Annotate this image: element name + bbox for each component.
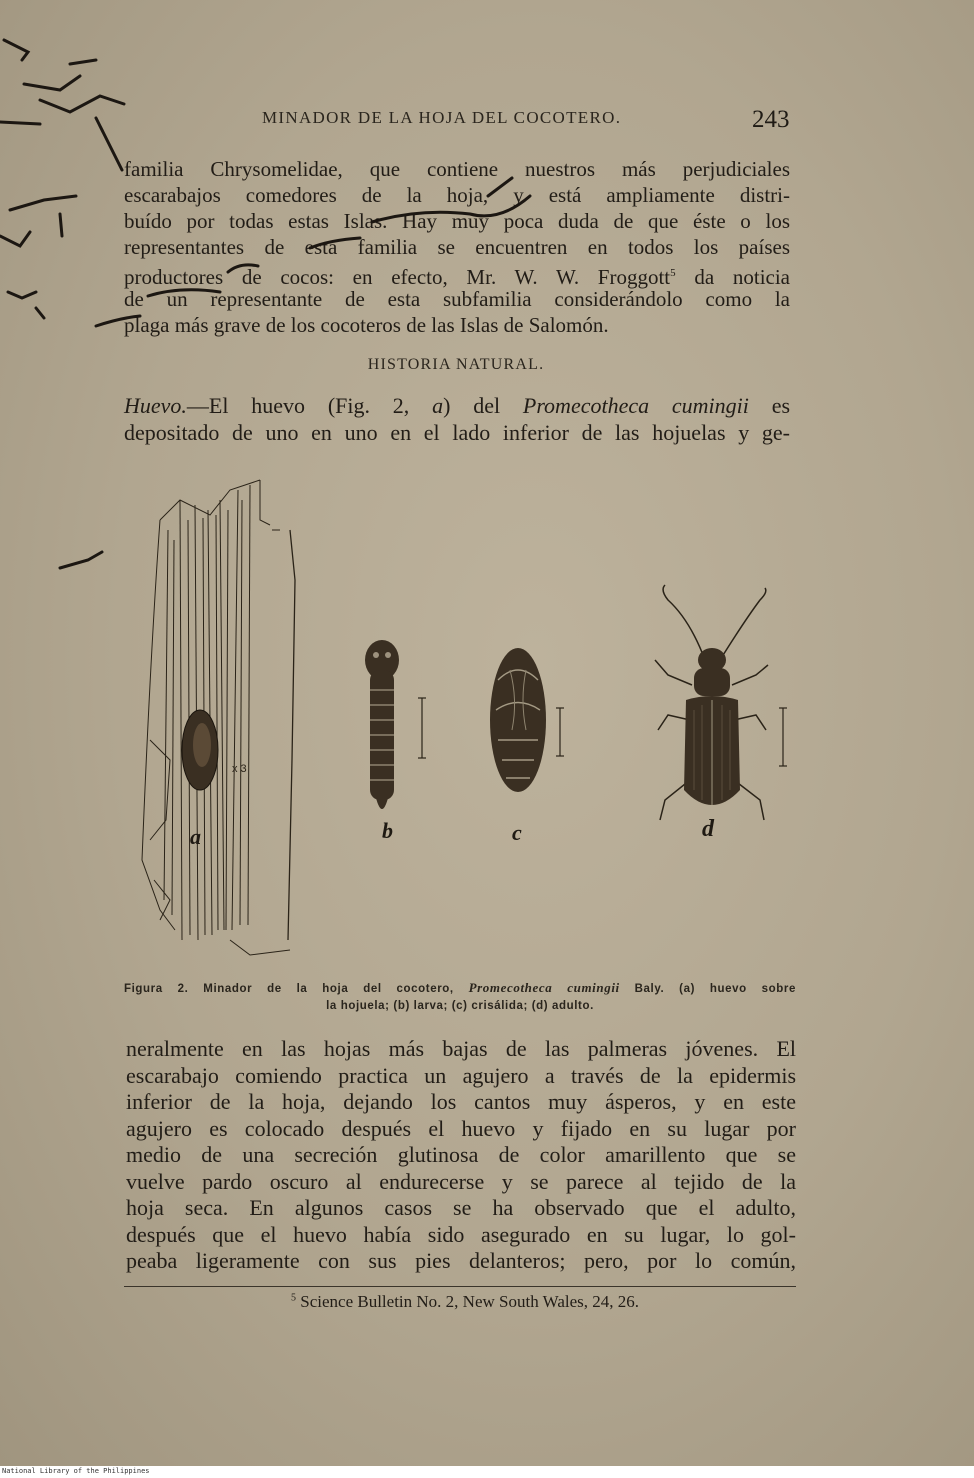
- footnote-number: 5: [291, 1292, 296, 1304]
- figure-caption: [124, 980, 796, 1012]
- figure-label-a: a: [190, 824, 201, 849]
- footnote: [0, 1292, 930, 1312]
- running-title: MINADOR DE LA HOJA DEL COCOTERO.: [262, 108, 622, 127]
- text-fragment: —El huevo (Fig. 2,: [186, 393, 410, 418]
- text-line: plaga más grave de los cocoteros de las Islas de Salomón.: [124, 313, 609, 337]
- figure-drawing: [120, 460, 820, 970]
- watermark-text: National Library of the Philippines: [2, 1467, 150, 1475]
- section-title: HISTORIA NATURAL.: [367, 356, 545, 373]
- figure-2-illustration: [120, 460, 820, 970]
- text-line: [124, 392, 790, 419]
- text-fragment: da noticia: [694, 265, 791, 289]
- figure-label-c: c: [512, 820, 522, 845]
- text-line: inferior de la hoja, dejando los cantos muy ásperos, y en este: [126, 1089, 796, 1114]
- text-line: hoja seca. En algunos casos se ha observado que el adulto,: [126, 1195, 796, 1220]
- footnote-rule: [124, 1286, 796, 1287]
- text-line: medio de una secreción glutinosa de color amarillento que se: [126, 1142, 796, 1167]
- footnote-ref: 5: [670, 267, 676, 279]
- caption-species: Promecotheca cumingii: [468, 980, 620, 995]
- text-fragment: es: [771, 393, 791, 418]
- text-line: de un representante de esta subfamilia considerándolo como la: [124, 287, 790, 311]
- run-in-heading: Huevo.: [124, 393, 187, 418]
- page-number: 243: [752, 106, 790, 133]
- watermark-bar: [0, 1466, 974, 1478]
- text-line: agujero es colocado después el huevo y fijado en su lugar por: [126, 1115, 796, 1141]
- text-line: [124, 260, 791, 289]
- text-line: familia Chrysomelidae, que contiene nuestros más perjudiciales: [124, 157, 790, 181]
- figure-letter: a: [432, 393, 444, 418]
- text-line: escarabajos comedores de la hoja, y está ampliamente distri-: [124, 183, 790, 207]
- larva-drawing: [365, 640, 399, 809]
- caption-line: la hojuela; (b) larva; (c) crisálida; (d) adulto.: [326, 1000, 594, 1012]
- caption-text: (a) huevo sobre: [679, 983, 796, 995]
- text-line: representantes de esta familia se encuentren en todos los países: [124, 235, 790, 259]
- caption-text: Baly.: [634, 983, 665, 995]
- text-fragment: ) del: [443, 393, 501, 418]
- pupa-drawing: [490, 648, 546, 792]
- paragraph-3: [126, 1036, 796, 1275]
- caption-text: Figura 2. Minador de la hoja del cocotero,: [124, 983, 454, 995]
- caption-line: [124, 980, 796, 996]
- leaflet-drawing: [142, 480, 295, 955]
- figure-label-d: d: [702, 816, 714, 842]
- paragraph-1: [124, 156, 790, 338]
- text-line: después que el huevo había sido asegurado en su lugar, lo gol-: [126, 1221, 796, 1247]
- magnification-marker: x 3: [232, 763, 247, 775]
- species-name: Promecotheca cumingii: [522, 393, 749, 418]
- text-line: buído por todas estas Islas. Hay muy poca duda de que éste o los: [124, 209, 790, 233]
- footnote-text: Science Bulletin No. 2, New South Wales, 24, 26.: [300, 1292, 639, 1311]
- text-line: neralmente en las hojas más bajas de las palmeras jóvenes. El: [126, 1036, 796, 1061]
- text-line: escarabajo comiendo practica un agujero a través de la epidermis: [126, 1062, 796, 1088]
- figure-label-b: b: [382, 818, 393, 843]
- text-line: peaba ligeramente con sus pies delanteros; pero, por lo común,: [126, 1248, 796, 1273]
- text-line: depositado de uno en uno en el lado inferior de las hojuelas y ge-: [124, 420, 790, 445]
- paragraph-2: [124, 392, 790, 446]
- text-fragment: productores de cocos: en efecto, Mr. W. W. Froggott: [124, 265, 671, 289]
- text-line: vuelve pardo oscuro al endurecerse y se parece al tejido de la: [126, 1168, 796, 1194]
